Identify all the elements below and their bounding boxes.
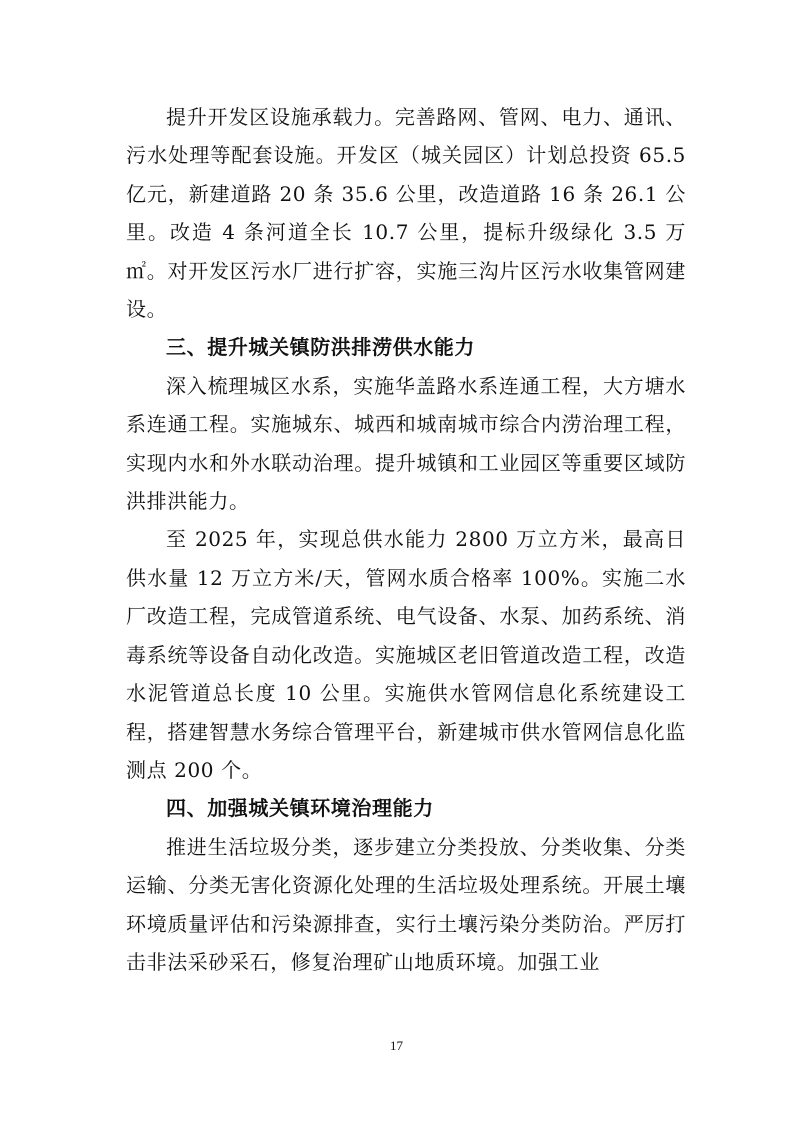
paragraph-water-supply: 至 2025 年，实现总供水能力 2800 万立方米，最高日供水量 12 万立方米/天，管网水质合格率 100%。实施二水厂改造工程，完成管道系统、电气设备、水泵、加药系统、消毒系统等设备自动化改造。实施城区老旧管道改造工程，改造水泥管道总长度 10 公里。实施供水管网信息化系统建设工程，搭建智慧水务综合管理平台，新建城市供水管网信息化监测点 200 个。	[126, 527, 686, 782]
paragraph-development-zone: 提升开发区设施承载力。完善路网、管网、电力、通讯、污水处理等配套设施。开发区（城关园区）计划总投资 65.5 亿元，新建道路 20 条 35.6 公里，改造道路 16 条 26.1 公里。改造 4 条河道全长 10.7 公里，提标升级绿化 3.5 万㎡。对开发区污水厂进行扩容，实施三沟片区污水收集管网建设。	[126, 105, 686, 322]
section-heading-flood-control: 三、提升城关镇防洪排涝供水能力	[166, 335, 475, 360]
paragraph-garbage-classification: 推进生活垃圾分类，逐步建立分类投放、分类收集、分类运输、分类无害化资源化处理的生活垃圾处理系统。开展土壤环境质量评估和污染源排查，实行土壤污染分类防治。严厉打击非法采砂采石，修复治理矿山地质环境。加强工业	[126, 834, 686, 974]
document-body	[126, 98, 686, 981]
section-heading-environment: 四、加强城关镇环境治理能力	[166, 796, 434, 821]
page-number: 17	[390, 1038, 403, 1053]
paragraph-water-system: 深入梳理城区水系，实施华盖路水系连通工程，大方塘水系连通工程。实施城东、城西和城南城市综合内涝治理工程，实现内水和外水联动治理。提升城镇和工业园区等重要区域防洪排洪能力。	[126, 373, 686, 514]
